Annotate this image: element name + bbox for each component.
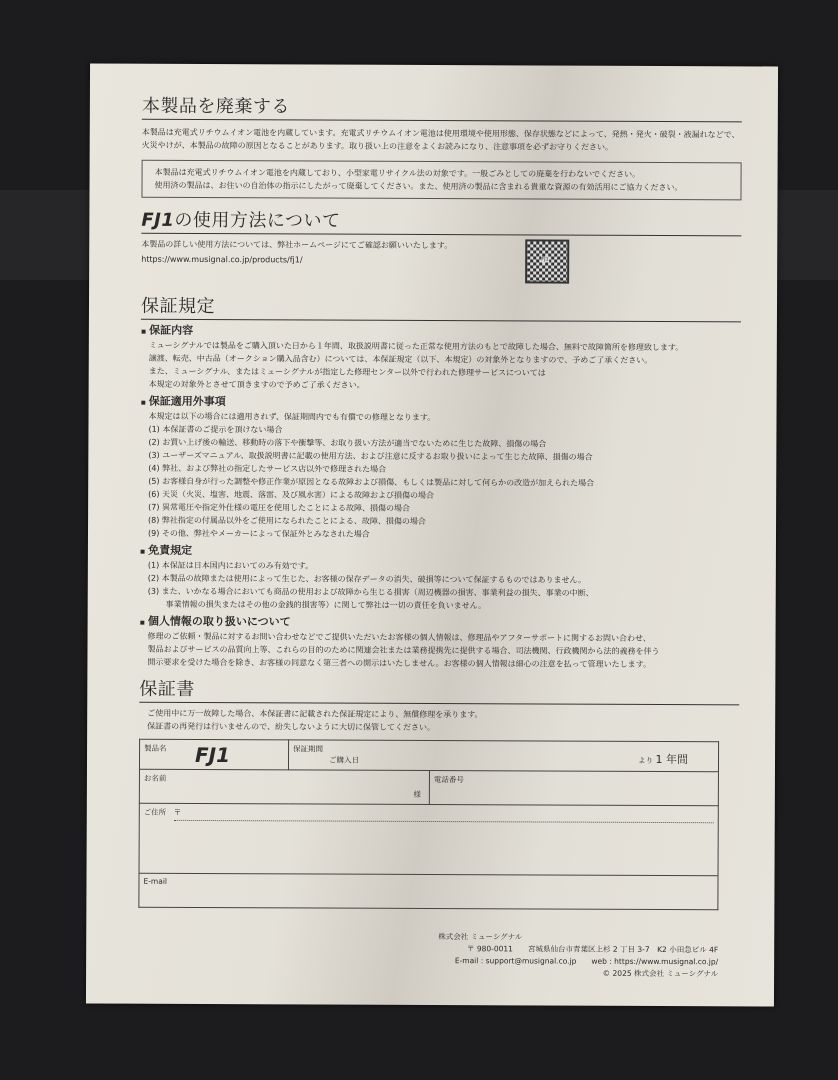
text-line: また、ミューシグナル、またはミューシグナルが指定した修理センター以外で行われた修理サービスについては [148,366,546,378]
usage-body: 本製品の詳しい使用方法については、弊社ホームページにてご確認お願いいたします。 [141,239,453,251]
disposal-body: 本製品は充電式リチウムイオン電池を内蔵しています。充電式リチウムイオン電池は使用環境や使用形態、保存状態などによって、発熱・発火・破裂・液漏れなどで、火災やけが、本製品の故障の原因となることがあります。取り扱い上の注意をよくお読みになり、注意事項を必ずお守りください。 [141,127,740,152]
period-value: 1 年間 [655,752,689,767]
warranty-form [138,739,719,911]
address-dotted-line [174,820,714,823]
brand-name: FJ1 [141,209,175,231]
text-line: (8) 弊社指定の付属品以外をご使用になられたことによる、故障、損傷の場合 [148,515,426,526]
recycling-notice-box [141,160,741,201]
text-line: (4) 弊社、および弊社の指定したサービス店以外で修理された場合 [148,463,387,474]
disclaimer-title: ▪ 免責規定 [140,543,740,562]
period-cell [288,740,718,772]
phone-field[interactable] [429,770,718,805]
address-field[interactable] [139,803,718,876]
text-line: 本規定の対象外とさせて頂きますので予めご了承ください。 [148,379,365,390]
certificate-heading: 保証書 [139,675,739,706]
name-suffix: 様 [413,789,421,799]
text-line: 開示要求を受けた場合を除き、お客様の同意なく第三者への開示はいたしません。お客様の個人情報は細心の注意を払って管理いたします。 [147,657,651,669]
certificate-intro [139,707,739,736]
warranty-sheet [86,64,778,1007]
text-line: ミューシグナルでは製品をご購入頂いた日から１年間、取扱説明書に従った正常な使用方法のもとで故障した場合、無料で故障箇所を修理致します。 [148,340,684,353]
text-line: (2) 本製品の故障または使用によって生じた、お客様の保存データの消失、破損等について保証するものではありません。 [147,573,587,585]
address-label: ご住所 [143,807,167,817]
product-label: 製品名 [144,743,167,753]
purchase-date-field[interactable]: ご購入日 [328,755,360,765]
qr-label: FJ1 [541,256,549,263]
disposal-heading: 本製品を廃棄する [142,92,742,123]
privacy-text [139,630,739,672]
period-suffix: より [638,755,654,765]
usage-url[interactable]: https://www.musignal.co.jp/products/fj1/ [141,254,303,265]
company-footer [138,930,738,981]
recycling-line: 使用済の製品は、お住いの自治体の指示にしたがって廃棄してください。また、使用済の製品に含まれる貴重な資源の有効活用にご協力ください。 [154,180,683,193]
text-line: (3) ユーザーズマニュアル、取扱説明書に記載の使用方法、および注意に反するお取り扱いによって生じた故障、損傷の場合 [148,450,593,462]
exclusions-list [148,423,741,543]
company-name: 株式会社 ミューシグナル [438,932,523,942]
company-contact: E-mail : support@musignal.co.jp web : https://www.musignal.co.jp/ [454,956,719,967]
company-address: 〒 980-0011 宮城県仙台市青葉区上杉 2 丁目 3-7 K2 小田急ビル 4F [466,944,719,955]
usage-heading-text: の使用方法について [174,209,341,232]
text-line: 譲渡、転売、中古品（オークション購入品含む）については、本保証規定（以下、本規定）の対象外となりますので、予めご了承ください。 [148,353,653,365]
text-line: (9) その他、弊社やメーカーによって保証外とみなされた場合 [147,528,370,539]
copyright: © 2025 株式会社 ミューシグナル [602,968,719,979]
email-field[interactable] [139,873,718,910]
email-label: E-mail [143,876,168,886]
name-field[interactable] [139,769,429,804]
text-line: 修理のご依頼・製品に対するお問い合わせなどでご提供いただいたお客様の個人情報は、修理品やアフターサポートに関するお問い合わせ、 [147,631,651,643]
product-cell [139,739,288,770]
text-line: 製品およびサービスの品質向上等、これらの目的のために関連会社または業務提携先に提供する場合、司法機関、行政機関から法的義務を伴う [147,644,660,656]
text-line: 事業情報の損失またはその他の金銭的損害等）に関して弊社は一切の責任を負いません。 [165,599,487,611]
text-line: (2) お買い上げ後の輸送、移動時の落下や衝撃等、お取り扱い方法が適当でないために生じた故障、損傷の場合 [148,437,547,449]
text-line: ご使用中に万一故障した場合、本保証書に記載された保証規定により、無償修理を承ります。 [147,708,483,720]
qr-code[interactable] [525,239,569,283]
text-line: (1) 本保証は日本国内においてのみ有効です。 [147,560,314,571]
recycling-line: 本製品は充電式リチウムイオン電池を内蔵しており、小型家電リサイクル法の対象です。一般ごみとしての廃棄を行わないでください。 [154,167,641,179]
text-line: (5) お客様自身が行った調整や修正作業が原因となる故障および損傷、もしくは製品に対して何らかの改造が加えられた場合 [148,476,595,488]
text-line: 保証書の再発行は行いませんので、紛失しないように大切に保管してください。 [147,721,436,733]
product-value: FJ1 [194,742,231,768]
text-line: (7) 異常電圧や指定外仕様の電圧を使用したことによる故障、損傷の場合 [148,502,411,513]
name-label: お名前 [143,773,167,783]
usage-heading [141,206,741,237]
coverage-text [141,339,741,394]
privacy-title: ▪ 個人情報の取り扱いについて [140,614,740,633]
text-line: (1) 本保証書のご提示を頂けない場合 [148,424,283,435]
exclusions-intro: 本規定は以下の場合には適用されず、保証期間内でも有償での修理となります。 [148,411,436,423]
text-line: (3) また、いかなる場合においても商品の使用および故障から生じる損害（周辺機器の損害、事業利益の損失、事業の中断、 [147,586,594,598]
disclaimer-list [140,559,740,614]
phone-label: 電話番号 [433,775,464,785]
postal-mark: 〒 [173,807,182,817]
period-label: 保証期間 [293,744,324,754]
coverage-title: ▪ 保証内容 [141,323,741,342]
text-line: (6) 天災（火災、塩害、地震、落雷、及び風水害）による故障および損傷の場合 [148,489,435,501]
warranty-terms-heading: 保証規定 [141,292,741,323]
exclusions-title: ▪ 保証適用外事項 [141,394,741,413]
